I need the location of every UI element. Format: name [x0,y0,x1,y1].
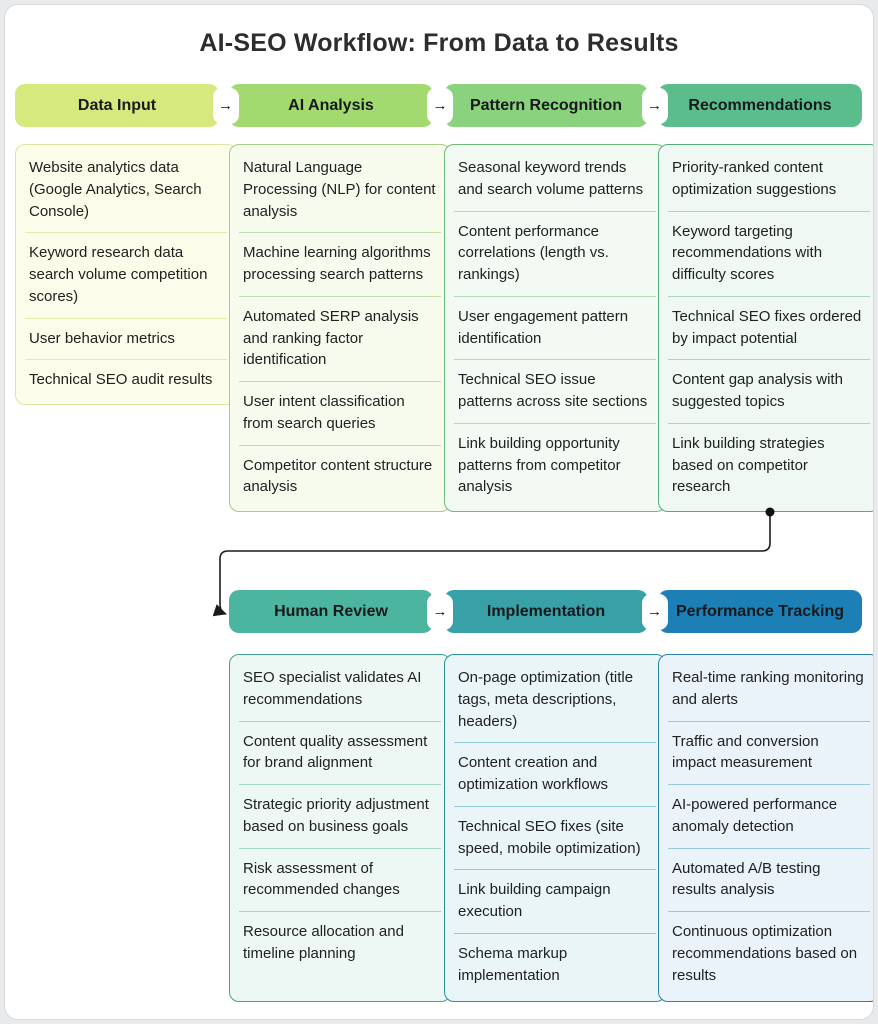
card-item: Technical SEO audit results [29,371,213,389]
card-item: Continuous optimization recommendations based on results [672,923,858,984]
card-item: Risk assessment of recommended changes [239,849,441,913]
card-item: Link building strategies based on competitor research [672,434,825,496]
stage-pill-pattern-recognition [444,84,648,127]
stage-pill-performance-tracking [658,590,862,633]
stage-card-data-input [15,144,237,405]
stage-pill-recommendations [658,84,862,127]
card-item: Automated SERP analysis and ranking factor identification [239,297,441,382]
arrow-chip [427,88,453,124]
stage-card-pattern-recognition [444,144,666,512]
card-item: Keyword research data search volume competition scores) [25,233,227,318]
card-item: Schema markup implementation [458,944,568,984]
stage-card-implementation [444,654,666,1002]
card-item: Content creation and optimization workflows [454,743,656,807]
stage-pill-label: Implementation [486,602,606,620]
card-item: Traffic and conversion impact measurement [668,722,870,786]
card-item: Competitor content structure analysis [243,456,433,496]
card-item: Technical SEO fixes ordered by impact potential [668,297,870,361]
card-item: Content quality assessment for brand alignment [239,722,441,786]
card-item: Natural Language Processing (NLP) for content analysis [239,148,441,233]
page-title: AI-SEO Workflow: From Data to Results [199,29,679,57]
arrow-chip [642,594,668,630]
arrow-right-icon: → [647,603,662,620]
card-item: Automated A/B testing results analysis [668,849,870,913]
card-item: Seasonal keyword trends and search volume patterns [454,148,656,212]
card-item: SEO specialist validates AI recommendations [239,658,441,722]
stage-pill-human-review [229,590,433,633]
arrow-right-icon: → [647,97,662,114]
workflow-canvas [4,4,874,1020]
stage-pill-ai-analysis [229,84,433,127]
arrow-chip [642,88,668,124]
card-item: User behavior metrics [25,319,227,361]
arrow-chip [427,594,453,630]
card-item: Technical SEO issue patterns across site sections [454,360,656,424]
stage-pill-label: Recommendations [688,96,832,114]
stage-pill-data-input [15,84,219,127]
stage-pill-label: Human Review [274,602,388,620]
card-item: Content performance correlations (length vs. rankings) [454,212,656,297]
card-item: AI-powered performance anomaly detection [668,785,870,849]
card-item: Keyword targeting recommendations with difficulty scores [668,212,870,297]
card-item: User intent classification from search queries [239,382,441,446]
stage-pill-label: Data Input [77,96,157,114]
card-item: Content gap analysis with suggested topics [668,360,870,424]
card-item: On-page optimization (title tags, meta descriptions, headers) [454,658,656,743]
card-item: User engagement pattern identification [454,297,656,361]
stage-card-human-review [229,654,451,1002]
stage-pill-implementation [444,590,648,633]
card-item: Strategic priority adjustment based on business goals [239,785,441,849]
card-item: Link building campaign execution [454,870,656,934]
card-item: Link building opportunity patterns from competitor analysis [458,434,621,496]
arrow-right-icon: → [432,97,448,114]
stage-pill-label: Performance Tracking [675,602,845,620]
stage-card-recommendations [658,144,874,512]
arrow-right-icon: → [432,603,448,620]
stage-pill-label: AI Analysis [288,96,374,114]
card-item: Machine learning algorithms processing search patterns [239,233,441,297]
arrow-chip [213,88,239,124]
card-item: Real-time ranking monitoring and alerts [668,658,870,722]
card-item: Website analytics data (Google Analytics, Search Console) [25,148,227,233]
stage-card-performance-tracking [658,654,874,1002]
card-item: Priority-ranked content optimization suggestions [668,148,870,212]
card-item: Resource allocation and timeline planning [243,923,404,962]
card-item: Technical SEO fixes (site speed, mobile optimization) [454,807,656,871]
stage-pill-label: Pattern Recognition [469,96,622,114]
arrow-right-icon: → [218,97,233,114]
stage-card-ai-analysis [229,144,451,512]
